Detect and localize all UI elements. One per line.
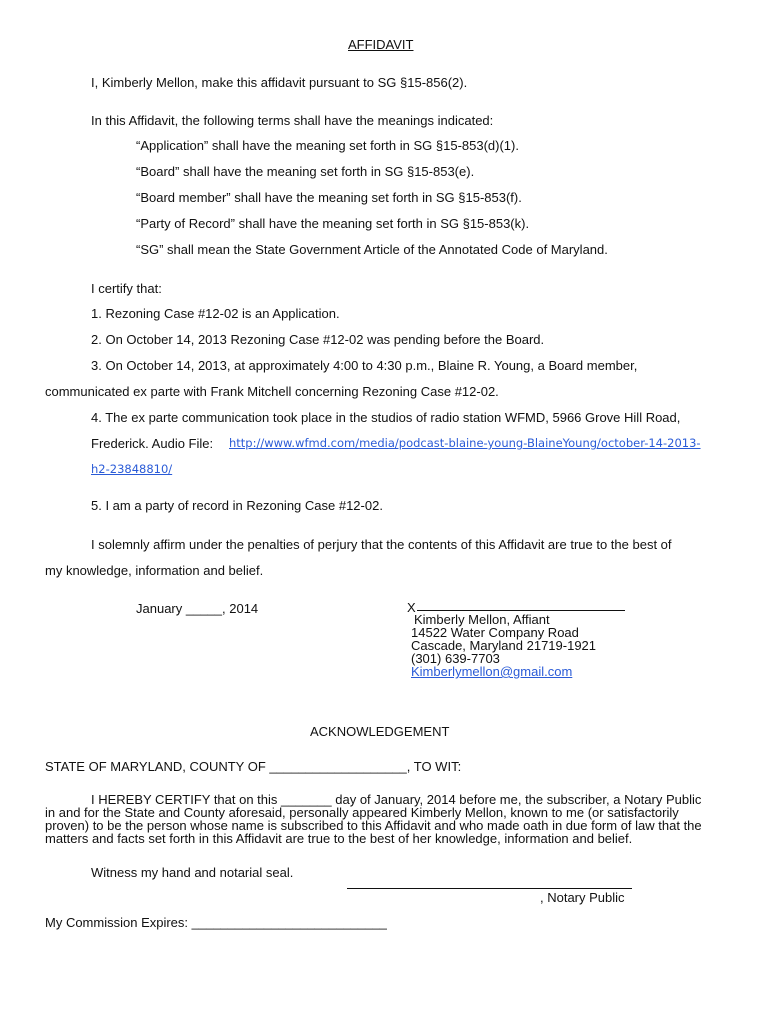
commission-expires: My Commission Expires: ___________________________	[45, 915, 387, 930]
term-sg: “SG” shall mean the State Government Article of the Annotated Code of Maryland.	[136, 242, 608, 257]
certify-intro: I certify that:	[91, 281, 162, 296]
certify-item-1: 1. Rezoning Case #12-02 is an Application.	[91, 306, 340, 321]
affiant-address-city: Cascade, Maryland 21719-1921	[411, 638, 597, 653]
signature-mark: X	[407, 600, 416, 615]
certify-item-2: 2. On October 14, 2013 Rezoning Case #12-02 was pending before the Board.	[91, 332, 545, 347]
certify-item-4-continued: Frederick. Audio File:	[91, 436, 214, 451]
term-board-member: “Board member” shall have the meaning set forth in SG §15-853(f).	[136, 190, 522, 205]
document-title: AFFIDAVIT	[348, 37, 414, 52]
affiant-name: Kimberly Mellon, Affiant	[414, 612, 550, 627]
certify-item-4: 4. The ex parte communication took place in the studios of radio station WFMD, 5966 Grove Hill Road,	[91, 410, 681, 425]
audio-file-link-continued[interactable]: h2-23848810/	[91, 462, 173, 476]
term-board: “Board” shall have the meaning set forth in SG §15-853(e).	[136, 164, 475, 179]
affirm-text: I solemnly affirm under the penalties of perjury that the contents of this Affidavit are true to the best of	[91, 537, 672, 552]
acknowledgement-title: ACKNOWLEDGEMENT	[310, 724, 450, 739]
affiant-email-link[interactable]: Kimberlymellon@gmail.com	[411, 664, 573, 679]
terms-intro: In this Affidavit, the following terms shall have the meanings indicated:	[91, 113, 494, 128]
notary-certify-paragraph: I HEREBY CERTIFY that on this _______ day of January, 2014 before me, the subscriber, a Notary Public in and for the State and County aforesaid, personally appeared Kimberly Mellon, known to me (or satisfactorily proven) to be the person whose name is subscribed to this Affidavit and who made oath in due form of law that the matters and facts set forth in this Affidavit are true to the best of her knowledge, information and belief.	[45, 792, 702, 846]
affiant-phone: (301) 639-7703	[411, 651, 500, 666]
state-county-line: STATE OF MARYLAND, COUNTY OF ___________________, TO WIT:	[45, 759, 462, 774]
notary-signature-line	[347, 888, 632, 889]
certify-item-3-continued: communicated ex parte with Frank Mitchell concerning Rezoning Case #12-02.	[45, 384, 499, 399]
certify-item-5: 5. I am a party of record in Rezoning Case #12-02.	[91, 498, 383, 513]
term-application: “Application” shall have the meaning set forth in SG §15-853(d)(1).	[136, 138, 519, 153]
notary-public-label: , Notary Public	[540, 890, 625, 905]
affiant-address-street: 14522 Water Company Road	[411, 625, 579, 640]
affiant-signature-line	[417, 610, 625, 611]
term-party-of-record: “Party of Record” shall have the meaning set forth in SG §15-853(k).	[136, 216, 530, 231]
certify-item-3: 3. On October 14, 2013, at approximately 4:00 to 4:30 p.m., Blaine R. Young, a Board member,	[91, 358, 638, 373]
affirm-text-continued: my knowledge, information and belief.	[45, 563, 264, 578]
witness-text: Witness my hand and notarial seal.	[91, 865, 294, 880]
affidavit-date: January _____, 2014	[136, 601, 259, 616]
audio-file-link[interactable]: http://www.wfmd.com/media/podcast-blaine-young-BlaineYoung/october-14-2013-	[229, 436, 701, 450]
intro-text: I, Kimberly Mellon, make this affidavit pursuant to SG §15-856(2).	[91, 75, 468, 90]
